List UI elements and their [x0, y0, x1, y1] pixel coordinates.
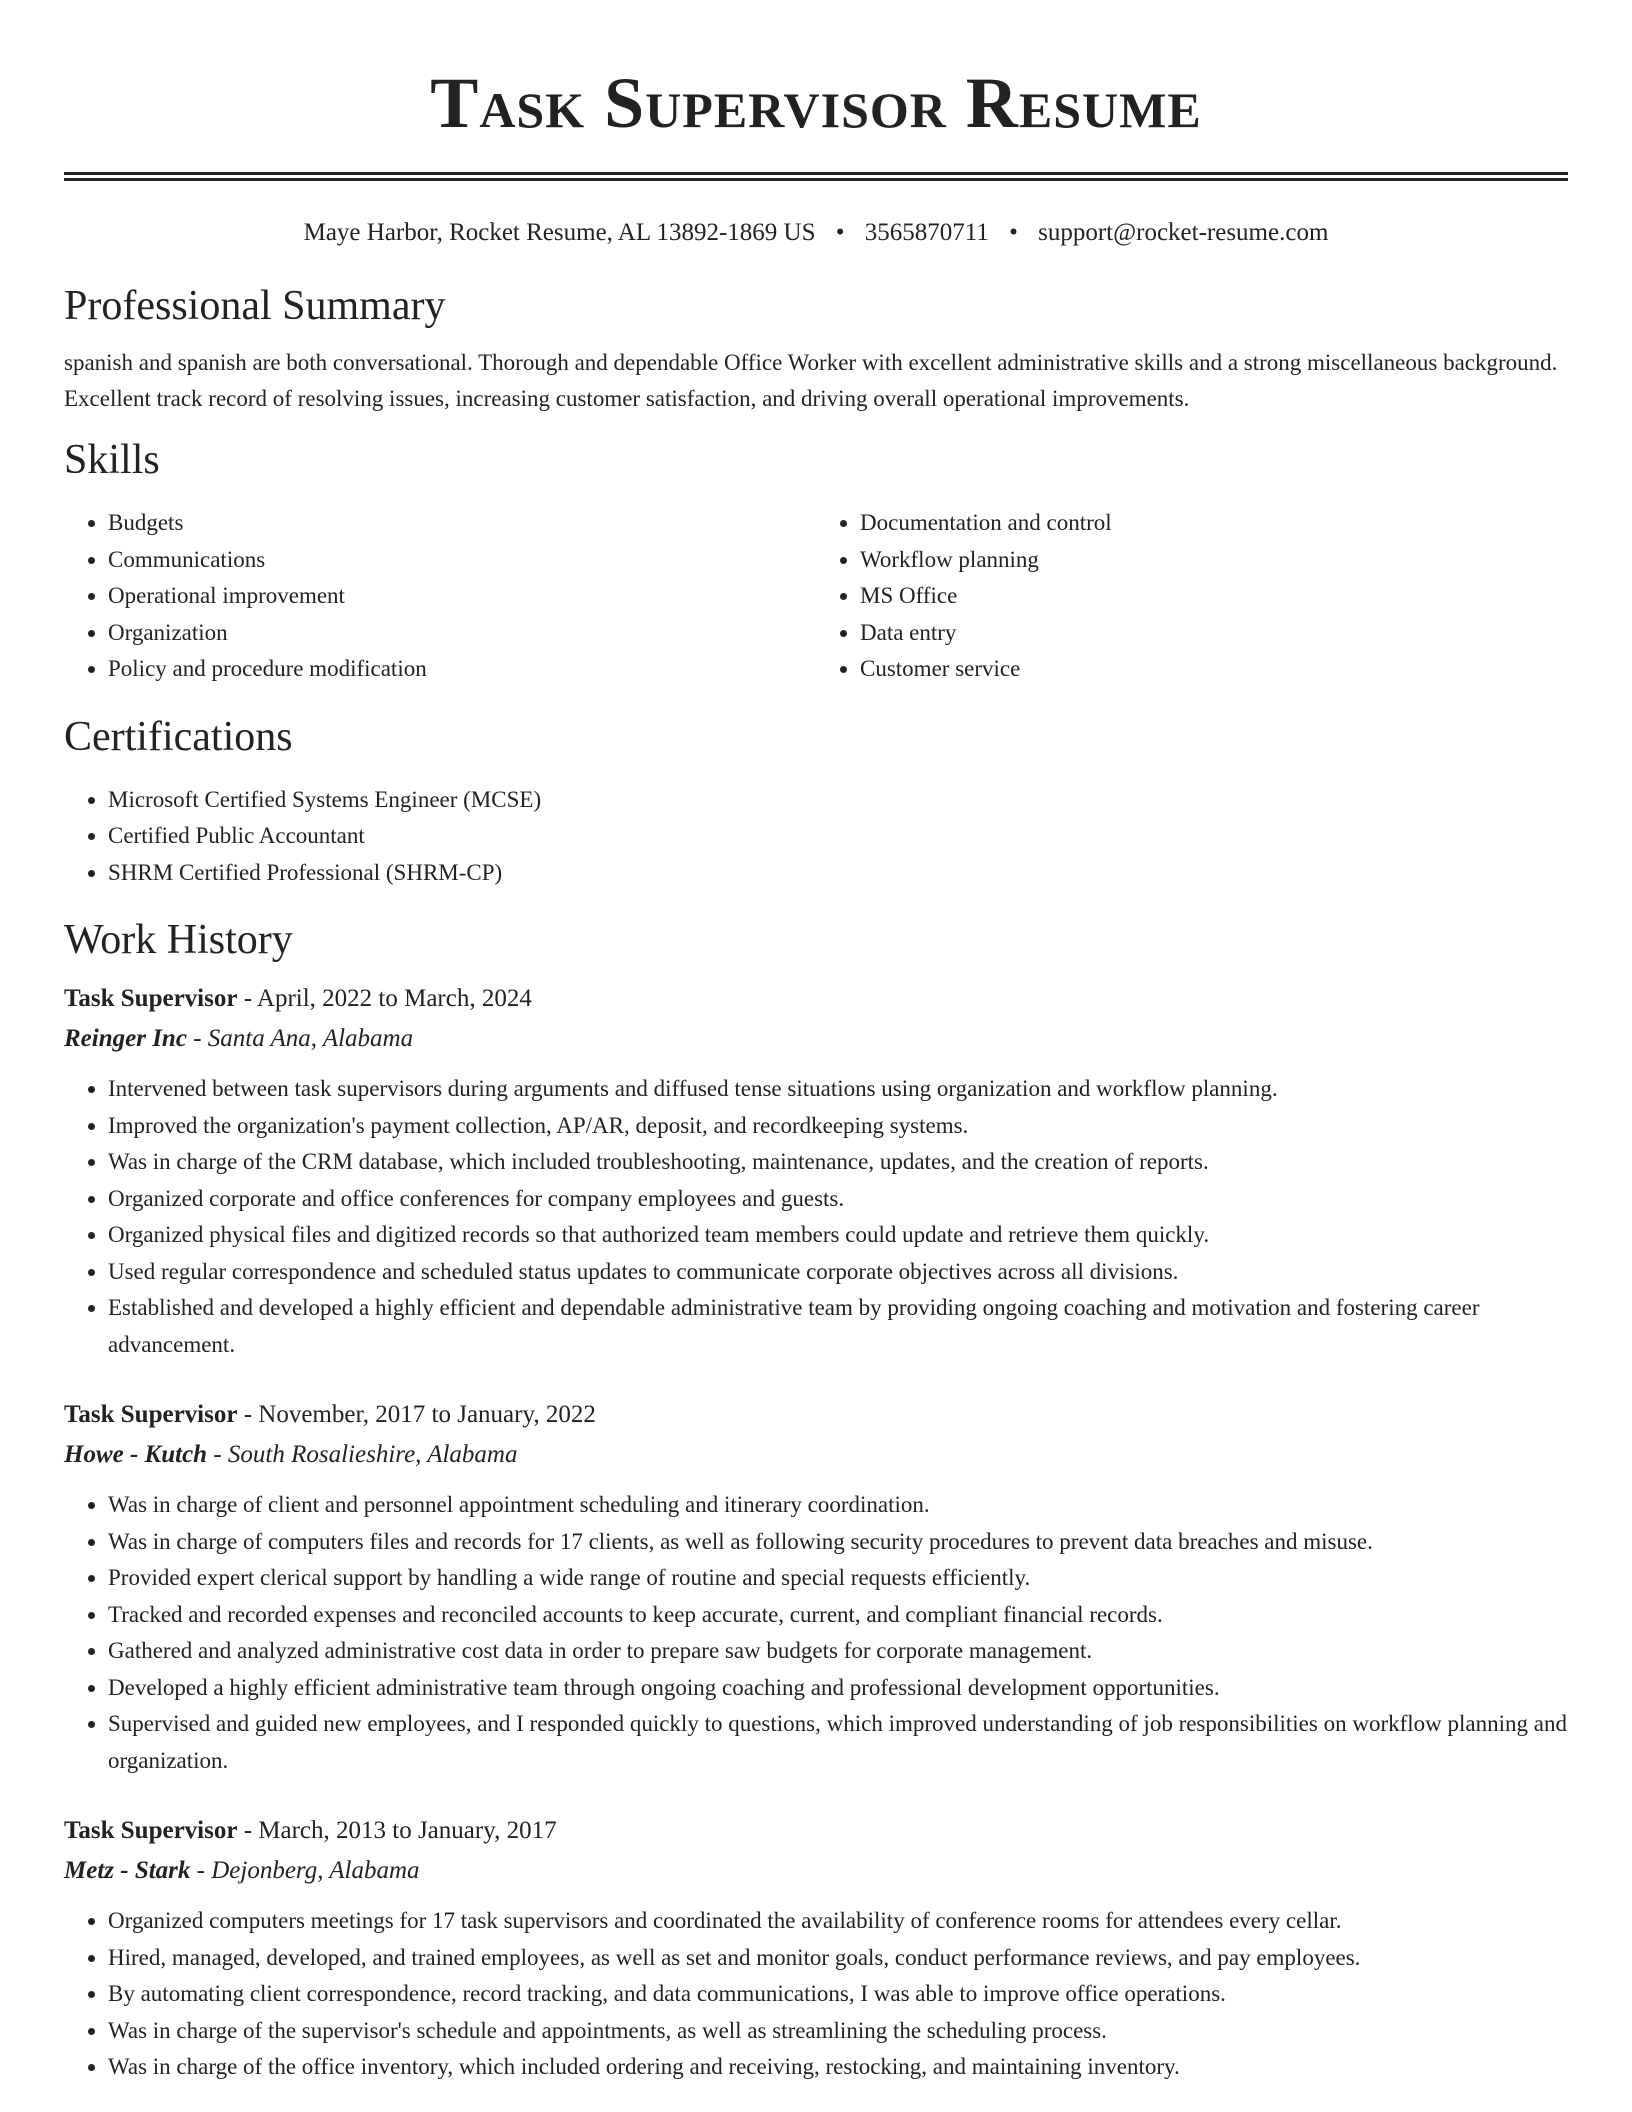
job-title: Task Supervisor — [64, 1817, 238, 1844]
skill-item: • Workflow planning — [860, 542, 1568, 579]
job-dates: - April, 2022 to March, 2024 — [237, 985, 532, 1012]
job-header — [64, 1395, 1568, 1435]
job-organization — [64, 1851, 1568, 1891]
job-title: Task Supervisor — [64, 1401, 238, 1428]
job-bullets — [64, 1071, 1568, 1363]
skill-item: • Documentation and control — [860, 505, 1568, 542]
summary-section — [64, 279, 1568, 417]
job-bullets — [64, 1487, 1568, 1779]
skills-section — [64, 433, 1568, 688]
job-bullet: • Was in charge of computers files and records for 17 clients, as well as following security procedures to prevent data breaches and misuse. — [108, 1524, 1568, 1561]
job-company: Howe - Kutch — [64, 1441, 208, 1468]
contact-separator: • — [835, 219, 845, 246]
job-bullet: • Used regular correspondence and scheduled status updates to communicate corporate objectives across all divisions. — [108, 1254, 1568, 1291]
job-bullet: • By automating client correspondence, record tracking, and data communications, I was able to improve office operations. — [108, 1976, 1568, 2013]
job-bullet: • Hired, managed, developed, and trained employees, as well as set and monitor goals, conduct performance reviews, and pay employees. — [108, 1940, 1568, 1977]
certification-item: • Microsoft Certified Systems Engineer (MCSE) — [108, 782, 1568, 819]
job-header — [64, 979, 1568, 1019]
skill-item: • Customer service — [860, 651, 1568, 688]
job-location: - Dejonberg, Alabama — [190, 1857, 420, 1884]
job-bullet: • Was in charge of client and personnel appointment scheduling and itinerary coordination. — [108, 1487, 1568, 1524]
summary-heading: Professional Summary — [64, 283, 446, 329]
skills-list-right — [816, 505, 1568, 688]
job-entry — [64, 979, 1568, 1363]
summary-text: spanish and spanish are both conversational. Thorough and dependable Office Worker with excellent administrative skills and a strong miscellaneous background. Excellent track record of resolving issues, increasing customer satisfaction, and driving overall operational improvements. — [64, 350, 1558, 411]
job-entry — [64, 1395, 1568, 1779]
job-location: - South Rosalieshire, Alabama — [207, 1441, 518, 1468]
contact-email: support@rocket-resume.com — [1038, 219, 1329, 246]
job-location: - Santa Ana, Alabama — [186, 1025, 414, 1052]
job-bullet: • Gathered and analyzed administrative cost data in order to prepare saw budgets for corporate management. — [108, 1633, 1568, 1670]
job-bullet: • Improved the organization's payment collection, AP/AR, deposit, and recordkeeping systems. — [108, 1108, 1568, 1145]
job-bullet: • Established and developed a highly efficient and dependable administrative team by providing ongoing coaching and motivation and fostering career advancement. — [108, 1290, 1568, 1363]
contact-line — [64, 215, 1568, 251]
job-entry — [64, 1811, 1568, 2086]
resume-title: Task Supervisor Resume — [430, 63, 1202, 143]
jobs-list — [64, 979, 1568, 2086]
job-bullet: • Was in charge of the supervisor's schedule and appointments, as well as streamlining the scheduling process. — [108, 2013, 1568, 2050]
job-dates: - November, 2017 to January, 2022 — [237, 1401, 596, 1428]
job-bullet: • Organized physical files and digitized records so that authorized team members could update and retrieve them quickly. — [108, 1217, 1568, 1254]
job-bullet: • Was in charge of the office inventory, which included ordering and receiving, restocking, and maintaining inventory. — [108, 2049, 1568, 2086]
skill-item: • Policy and procedure modification — [108, 651, 816, 688]
contact-phone: 3565870711 — [864, 219, 989, 246]
certification-item: • SHRM Certified Professional (SHRM-CP) — [108, 855, 1568, 892]
job-bullet: • Developed a highly efficient administrative team through ongoing coaching and professional development opportunities. — [108, 1670, 1568, 1707]
certifications-list — [64, 782, 1568, 892]
job-dates: - March, 2013 to January, 2017 — [237, 1817, 557, 1844]
certifications-heading: Certifications — [64, 713, 293, 760]
job-bullet: • Tracked and recorded expenses and reconciled accounts to keep accurate, current, and compliant financial records. — [108, 1597, 1568, 1634]
certifications-section — [64, 710, 1568, 892]
title-divider — [64, 172, 1568, 181]
skill-item: • Budgets — [108, 505, 816, 542]
job-bullet: • Supervised and guided new employees, and I responded quickly to questions, which improved understanding of job responsibilities on workflow planning and organization. — [108, 1706, 1568, 1779]
skill-item: • Data entry — [860, 615, 1568, 652]
job-header — [64, 1811, 1568, 1851]
skills-list-left — [64, 505, 816, 688]
work-history-section — [64, 913, 1568, 2086]
job-company: Reinger Inc — [64, 1025, 187, 1052]
job-bullets — [64, 1903, 1568, 2086]
job-bullet: • Organized computers meetings for 17 task supervisors and coordinated the availability of conference rooms for attendees every cellar. — [108, 1903, 1568, 1940]
contact-address: Maye Harbor, Rocket Resume, AL 13892-1869 US — [303, 219, 816, 246]
job-bullet: • Organized corporate and office conferences for company employees and guests. — [108, 1181, 1568, 1218]
skill-item: • MS Office — [860, 578, 1568, 615]
job-bullet: • Intervened between task supervisors during arguments and diffused tense situations using organization and workflow planning. — [108, 1071, 1568, 1108]
certification-item: • Certified Public Accountant — [108, 818, 1568, 855]
skill-item: • Organization — [108, 615, 816, 652]
skills-heading: Skills — [64, 437, 160, 483]
skill-item: • Operational improvement — [108, 578, 816, 615]
job-organization — [64, 1435, 1568, 1475]
job-company: Metz - Stark — [64, 1857, 191, 1884]
job-bullet: • Provided expert clerical support by handling a wide range of routine and special requests efficiently. — [108, 1560, 1568, 1597]
job-bullet: • Was in charge of the CRM database, which included troubleshooting, maintenance, updates, and the creation of reports. — [108, 1144, 1568, 1181]
skill-item: • Communications — [108, 542, 816, 579]
contact-separator: • — [1009, 219, 1018, 246]
skills-columns — [64, 505, 1568, 688]
work-history-heading: Work History — [64, 917, 293, 963]
job-title: Task Supervisor — [64, 985, 238, 1012]
job-organization — [64, 1019, 1568, 1059]
